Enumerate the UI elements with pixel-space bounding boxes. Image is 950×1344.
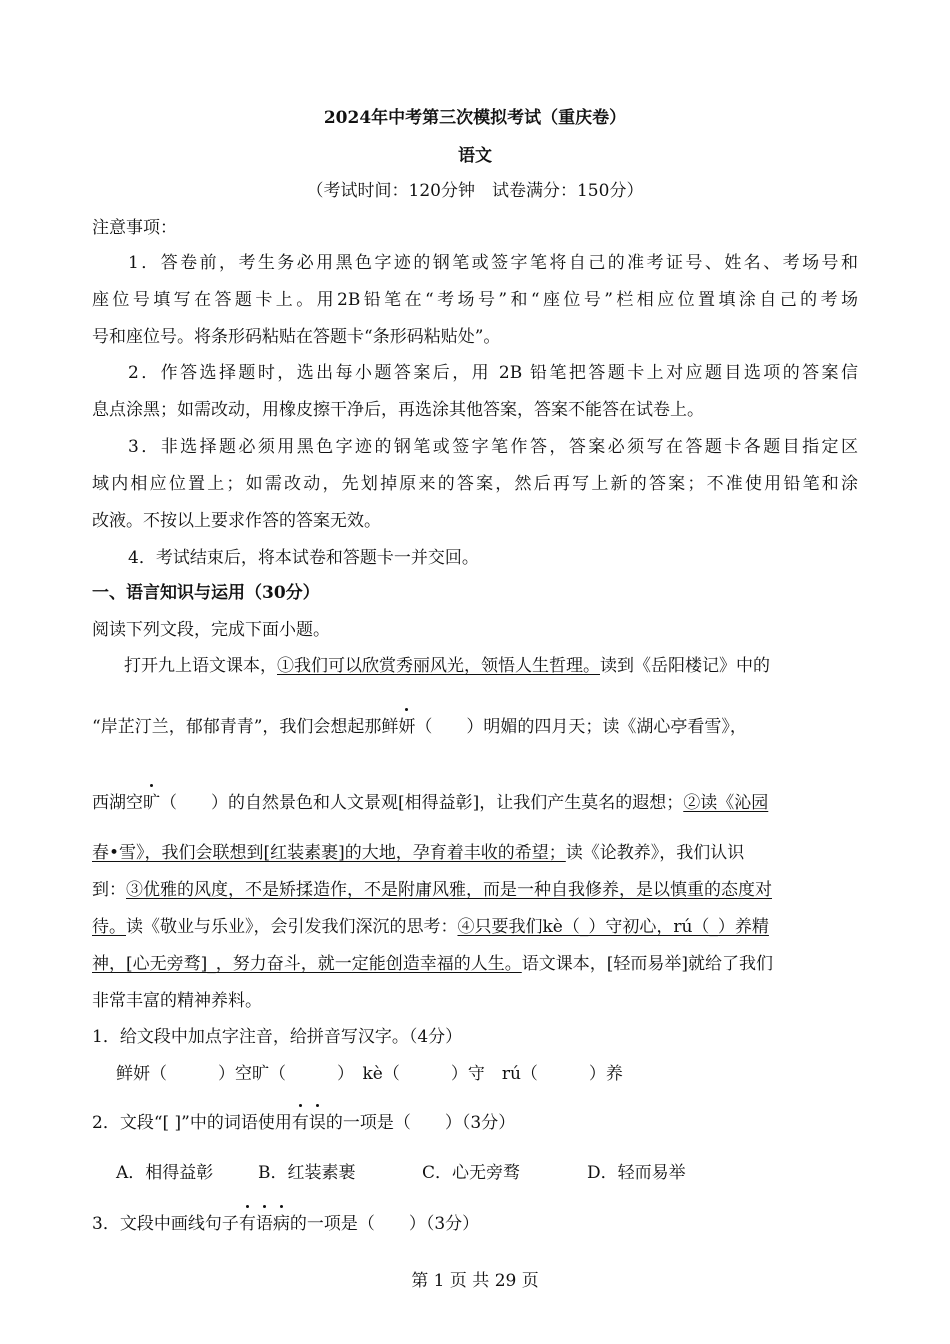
- notice-item-3-line-3: 改液。不按以上要求作答的答案无效。: [92, 511, 381, 531]
- passage-text: 读到《岳阳楼记》中的: [600, 656, 770, 676]
- passage-text: （ ）的自然景色和人文景观[相得益彰]，让我们产生莫名的遐想；: [160, 793, 684, 813]
- notice-item-3-line-1: 3．非选择题必须用黑色字迹的钢笔或签字笔作答，答案必须写在答题卡各题目指定区: [128, 437, 858, 457]
- dotted-char: 病: [273, 1209, 290, 1234]
- question-2-options: [116, 1158, 882, 1183]
- underlined-sentence-3: ③优雅的风度，不是矫揉造作，不是附庸风雅，而是一种自我修养，是以慎重的态度对: [126, 880, 772, 900]
- reading-instruction: 阅读下列文段，完成下面小题。: [92, 620, 330, 640]
- question-text: 2．文段“[ ]”中的词语使用: [92, 1113, 292, 1133]
- notice-item-3-line-2: 域内相应位置上；如需改动，先划掉原来的答案，然后再写上新的答案；不准使用铅笔和涂: [92, 474, 858, 494]
- page-footer: 第 1 页 共 29 页: [411, 1271, 539, 1291]
- underlined-sentence-3-cont: 待。: [92, 917, 126, 937]
- notice-item-1-line-1: 1．答卷前，考生务必用黑色字迹的钢笔或签字笔将自己的准考证号、姓名、考场号和: [128, 253, 858, 273]
- passage-line-3: [92, 788, 858, 813]
- question-1-blanks: 鲜妍（ ）空旷（ ） kè（ ）守 rú（ ）养: [116, 1064, 623, 1084]
- dotted-char: 语: [256, 1209, 273, 1234]
- passage-line-8: 非常丰富的精神养料。: [92, 991, 262, 1011]
- notice-item-2-line-1: 2．作答选择题时，选出每小题答案后，用 2B 铅笔把答题卡上对应题目选项的答案信: [128, 363, 858, 383]
- section-heading: 一、语言知识与运用（30分）: [92, 583, 320, 603]
- notice-heading: 注意事项：: [92, 218, 177, 238]
- passage-text: 到：: [92, 880, 126, 900]
- question-3-stem: [92, 1209, 858, 1234]
- passage-line-7: [92, 949, 858, 974]
- passage-line-2: [92, 712, 858, 737]
- passage-line-5: [92, 875, 858, 900]
- option-d[interactable]: D．轻而易举: [587, 1163, 686, 1183]
- dotted-char: 有: [239, 1209, 256, 1234]
- notice-item-1-line-2: 座位号填写在答题卡上。用2B铅笔在“考场号”和“座位号”栏相应位置填涂自己的考场: [92, 290, 858, 310]
- dotted-char-kuang: 旷: [143, 788, 160, 813]
- question-text: 的一项是（ ）（3分）: [289, 1214, 480, 1234]
- notice-item-1-line-3: 号和座位号。将条形码粘贴在答题卡“条形码粘贴处”。: [92, 327, 501, 347]
- underlined-sentence-1: ①我们可以欣赏秀丽风光，领悟人生哲理。: [277, 656, 600, 676]
- subject-title: 语文: [458, 146, 492, 166]
- question-2-stem: [92, 1108, 858, 1133]
- passage-text: 读《敬业与乐业》，会引发我们深沉的思考：: [126, 917, 458, 937]
- passage-text: （ ）明媚的四月天；读《湖心亭看雪》，: [415, 717, 747, 737]
- question-text: 3．文段中画线句子: [92, 1214, 239, 1234]
- underlined-sentence-2: ②读《沁园: [683, 793, 769, 813]
- underlined-sentence-4-cont: 神，[心无旁骛]_，努力奋斗，就一定能创造幸福的人生。: [92, 954, 522, 974]
- underlined-sentence-4: ④只要我们kè（_）守初心，rú（_）养精: [457, 917, 769, 937]
- dotted-char: 误: [309, 1108, 326, 1133]
- exam-info: （考试时间：120分钟 试卷满分：150分）: [306, 181, 644, 201]
- passage-line-4: [92, 838, 858, 863]
- passage-text: 读《论教养》，我们认识: [565, 843, 745, 863]
- passage-line-1: [124, 651, 858, 676]
- dotted-char-yan: 妍: [398, 712, 415, 737]
- option-c[interactable]: C．心无旁骛: [422, 1163, 521, 1183]
- option-b[interactable]: B．红装素裹: [258, 1163, 356, 1183]
- exam-title: 2024年中考第三次模拟考试（重庆卷）: [323, 108, 627, 128]
- question-text: 的一项是（ ）（3分）: [325, 1113, 516, 1133]
- passage-text: “岸芷汀兰，郁郁青青”，我们会想起那鲜: [92, 717, 399, 737]
- passage-line-6: [92, 912, 858, 937]
- passage-text: 西湖空: [92, 793, 143, 813]
- notice-item-2-line-2: 息点涂黑；如需改动，用橡皮擦干净后，再选涂其他答案，答案不能答在试卷上。: [92, 400, 704, 420]
- passage-text: 语文课本，[轻而易举]就给了我们: [521, 954, 774, 974]
- question-1-stem: 1．给文段中加点字注音，给拼音写汉字。（4分）: [92, 1027, 463, 1047]
- dotted-char: 有: [292, 1108, 309, 1133]
- notice-item-4: 4．考试结束后，将本试卷和答题卡一并交回。: [128, 548, 479, 568]
- option-a[interactable]: A．相得益彰: [116, 1163, 214, 1183]
- passage-text: 打开九上语文课本，: [124, 656, 277, 676]
- underlined-sentence-2-cont: 春•雪》，我们会联想到[红装素裹]的大地，孕育着丰收的希望；: [92, 843, 566, 863]
